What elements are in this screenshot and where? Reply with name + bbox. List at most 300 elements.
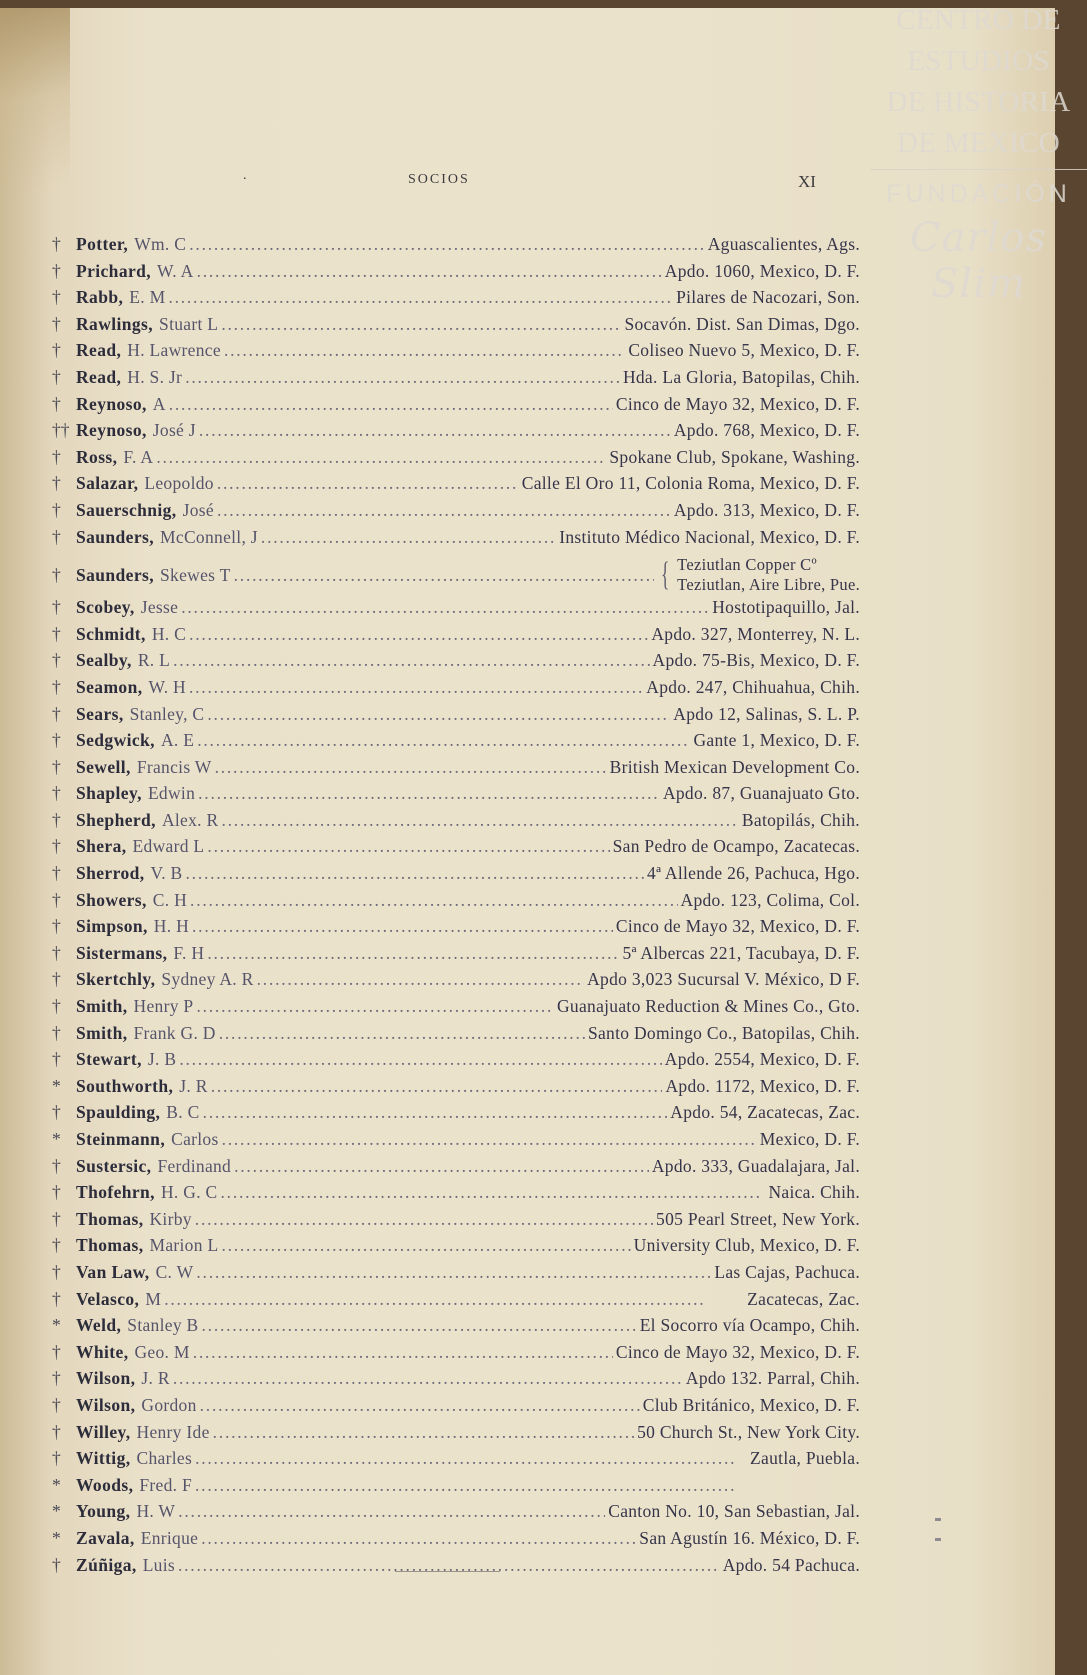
member-entry <box>52 783 860 810</box>
dot-leader <box>196 1262 711 1283</box>
member-address: San Agustín 16. México, D. F. <box>639 1527 860 1548</box>
member-entry <box>52 1395 860 1422</box>
dot-leader <box>198 783 660 804</box>
member-given-name: Stanley B <box>127 1315 199 1336</box>
dot-leader <box>221 1182 766 1203</box>
dot-leader <box>178 1555 720 1576</box>
member-address: Apdo. 75-Bis, Mexico, D. F. <box>652 650 860 671</box>
dot-leader <box>200 1395 640 1416</box>
member-address: Cinco de Mayo 32, Mexico, D. F. <box>615 916 860 937</box>
member-surname: Zavala, <box>76 1527 135 1548</box>
membership-mark: † <box>52 1554 61 1575</box>
member-given-name: Alex. R <box>161 809 219 830</box>
membership-mark: † <box>52 1394 61 1415</box>
member-given-name: José J <box>152 420 196 441</box>
member-address: Apdo. 1172, Mexico, D. F. <box>665 1075 860 1096</box>
dot-leader <box>211 1076 663 1097</box>
member-surname: Sedgwick, <box>76 730 155 751</box>
member-given-name: V. B <box>150 863 183 884</box>
member-address: Apdo. 768, Mexico, D. F. <box>673 420 860 441</box>
membership-mark: † <box>52 473 61 494</box>
member-given-name: J. R <box>179 1075 208 1096</box>
member-surname: Young, <box>76 1501 131 1522</box>
member-entry <box>52 943 860 970</box>
dot-leader <box>173 650 649 671</box>
dot-leader <box>189 677 643 698</box>
member-given-name: Sydney A. R <box>161 969 254 990</box>
member-address: Apdo. 123, Colima, Col. <box>680 889 860 910</box>
member-surname: Sears, <box>76 703 124 724</box>
member-entry <box>52 677 860 704</box>
member-surname: Sealby, <box>76 650 132 671</box>
membership-mark: † <box>52 1049 61 1070</box>
dot-leader <box>186 863 644 884</box>
member-entry <box>52 757 860 784</box>
member-given-name: Marion L <box>149 1235 219 1256</box>
dot-leader <box>199 420 671 441</box>
member-address: Apdo. 2554, Mexico, D. F. <box>664 1049 860 1070</box>
member-given-name: Luis <box>142 1554 175 1575</box>
member-address: Instituto Médico Nacional, Mexico, D. F. <box>559 526 860 547</box>
dot-leader <box>190 890 677 911</box>
member-address <box>657 555 860 595</box>
member-surname: Salazar, <box>76 473 139 494</box>
membership-mark: † <box>52 1288 61 1309</box>
member-address: Apdo. 1060, Mexico, D. F. <box>664 260 860 281</box>
membership-mark: † <box>52 650 61 671</box>
member-given-name: J. R <box>141 1368 170 1389</box>
dot-leader <box>261 527 556 548</box>
member-given-name: Edwin <box>147 783 196 804</box>
membership-mark: † <box>52 1182 61 1203</box>
dot-leader <box>203 1102 668 1123</box>
member-address: Apdo. 54 Pachuca. <box>722 1554 860 1575</box>
member-entry <box>52 1049 860 1076</box>
member-surname: Reynoso, <box>76 420 147 441</box>
membership-mark: † <box>52 756 61 777</box>
member-surname: Thomas, <box>76 1208 144 1229</box>
dot-leader <box>169 394 613 415</box>
dot-leader <box>185 367 620 388</box>
member-entry <box>52 340 860 367</box>
member-entry <box>52 969 860 996</box>
membership-mark: * <box>52 1501 61 1522</box>
address-line: Teziutlan, Aire Libre, Pue. <box>677 575 860 595</box>
member-address: Aguascalientes, Ags. <box>707 234 860 254</box>
member-address: 505 Pearl Street, New York. <box>656 1208 860 1229</box>
member-surname: Willey, <box>76 1421 131 1442</box>
member-entry <box>52 916 860 943</box>
membership-mark: † <box>52 916 61 937</box>
member-address: British Mexican Development Co. <box>609 756 860 777</box>
member-surname: Steinmann, <box>76 1129 166 1149</box>
dot-leader <box>179 1049 661 1070</box>
dot-leader <box>217 500 671 521</box>
member-entry <box>52 1076 860 1103</box>
membership-mark: † <box>52 313 61 334</box>
member-entry <box>52 624 860 651</box>
member-surname: Ross, <box>76 446 118 467</box>
member-surname: Saunders, <box>76 564 155 585</box>
member-entry <box>52 1209 860 1236</box>
dot-leader <box>173 1368 683 1389</box>
member-given-name: McConnell, J <box>160 526 258 547</box>
member-address: 50 Church St., New York City. <box>637 1421 860 1442</box>
member-address: Apdo. 247, Chihuahua, Chih. <box>646 676 860 697</box>
dot-leader <box>222 1129 757 1150</box>
member-address: Socavón. Dist. San Dimas, Dgo. <box>624 313 860 334</box>
member-entry <box>52 1342 860 1369</box>
membership-mark: † <box>52 703 61 724</box>
member-given-name: Frank G. D <box>133 1022 216 1043</box>
member-entry <box>52 1182 860 1209</box>
member-entry <box>52 1315 860 1342</box>
brace-glyph: { <box>660 556 670 594</box>
membership-mark: † <box>52 1368 61 1389</box>
dot-leader <box>215 757 607 778</box>
member-address: University Club, Mexico, D. F. <box>633 1235 860 1256</box>
member-given-name: Wm. C <box>134 234 187 254</box>
membership-mark: * <box>52 1075 61 1096</box>
member-surname: Rawlings, <box>76 313 154 334</box>
membership-mark: † <box>52 863 61 884</box>
member-address: Apdo 12, Salinas, S. L. P. <box>673 703 860 724</box>
dot-leader <box>257 969 584 990</box>
member-entry <box>52 1102 860 1129</box>
member-entry <box>52 597 860 624</box>
member-surname: Sustersic, <box>76 1155 152 1176</box>
membership-mark: † <box>52 1208 61 1229</box>
member-entry <box>52 730 860 757</box>
dot-leader <box>201 1528 636 1549</box>
membership-mark: † <box>52 942 61 963</box>
member-entry <box>52 1262 860 1289</box>
member-given-name: Henry Ide <box>136 1421 210 1442</box>
member-given-name: W. A <box>157 260 194 281</box>
member-entry <box>52 420 860 447</box>
member-surname: Schmidt, <box>76 623 146 644</box>
membership-mark: † <box>52 366 61 387</box>
member-given-name: H. W <box>136 1501 176 1522</box>
dot-leader <box>213 1422 634 1443</box>
member-surname: White, <box>76 1341 129 1362</box>
dot-leader <box>168 287 673 308</box>
watermark-line: DE MEXICO <box>897 127 1060 159</box>
member-address: Guanajuato Reduction & Mines Co., Gto. <box>556 996 860 1017</box>
member-surname: Smith, <box>76 996 128 1017</box>
member-surname: Sistermans, <box>76 942 168 963</box>
watermark-institution <box>870 0 1087 164</box>
member-entry <box>52 810 860 837</box>
member-address: Calle El Oro 11, Colonia Roma, Mexico, D. F. <box>521 473 860 494</box>
member-given-name: Skewes T <box>160 564 231 585</box>
membership-mark: †† <box>52 420 70 441</box>
member-surname: Wittig, <box>76 1448 131 1469</box>
member-given-name: Francis W <box>136 756 212 777</box>
member-address: Spokane Club, Spokane, Washing. <box>609 446 860 467</box>
member-entry <box>52 704 860 731</box>
membership-mark: † <box>52 889 61 910</box>
membership-mark: † <box>52 1022 61 1043</box>
member-surname: Sewell, <box>76 756 131 777</box>
member-entry <box>52 473 860 500</box>
member-entry <box>52 1289 860 1316</box>
member-given-name: Leopoldo <box>144 473 214 494</box>
dot-leader <box>219 1023 585 1044</box>
membership-mark: † <box>52 783 61 804</box>
member-surname: Showers, <box>76 889 147 910</box>
dot-leader <box>202 1315 637 1336</box>
member-address: Cinco de Mayo 32, Mexico, D. F. <box>615 393 860 414</box>
member-surname: Southworth, <box>76 1075 174 1096</box>
membership-mark: † <box>52 393 61 414</box>
membership-mark: † <box>52 260 61 281</box>
member-entry <box>52 996 860 1023</box>
watermark-divider <box>870 169 1087 170</box>
archive-watermark <box>870 0 1087 307</box>
member-address: Cinco de Mayo 32, Mexico, D. F. <box>615 1341 860 1362</box>
membership-mark: † <box>52 676 61 697</box>
membership-mark: † <box>52 1341 61 1362</box>
membership-mark: † <box>52 446 61 467</box>
member-given-name: Gordon <box>141 1394 197 1415</box>
dot-leader <box>192 916 613 937</box>
member-entry <box>52 261 860 288</box>
dot-leader <box>156 447 606 468</box>
dot-leader <box>197 261 662 282</box>
member-surname: Rabb, <box>76 287 124 308</box>
member-given-name: F. H <box>173 942 205 963</box>
member-surname: Smith, <box>76 1022 128 1043</box>
member-entry <box>52 836 860 863</box>
page-number: XI <box>798 172 816 191</box>
member-surname: Woods, <box>76 1474 134 1495</box>
member-address: Las Cajas, Pachuca. <box>714 1261 860 1282</box>
watermark-subtitle: FUNDACIÓN <box>886 180 1071 208</box>
member-entry <box>52 234 860 261</box>
member-surname: Thofehrn, <box>76 1182 155 1203</box>
member-given-name: E. M <box>129 287 166 308</box>
member-address: Hostotipaquillo, Jal. <box>712 597 860 618</box>
member-given-name: W. H <box>148 676 186 697</box>
member-address: Naica. Chih. <box>768 1182 860 1203</box>
membership-mark: * <box>52 1527 61 1548</box>
member-list <box>52 234 860 1581</box>
member-given-name: J. B <box>147 1049 177 1070</box>
dot-leader <box>181 597 709 618</box>
member-entry <box>52 1023 860 1050</box>
member-address: Apdo. 54, Zacatecas, Zac. <box>670 1102 860 1123</box>
dot-leader <box>221 1235 630 1256</box>
membership-mark: † <box>52 730 61 751</box>
member-given-name: Geo. M <box>134 1341 190 1362</box>
dot-leader <box>221 314 621 335</box>
member-given-name: Fred. F <box>139 1474 193 1495</box>
dot-leader <box>178 1501 605 1522</box>
address-line: Teziutlan Copper Cº <box>677 555 817 575</box>
membership-mark: † <box>52 623 61 644</box>
membership-mark: † <box>52 996 61 1017</box>
dot-leader <box>189 234 704 255</box>
member-surname: Prichard, <box>76 260 152 281</box>
member-given-name: F. A <box>123 446 154 467</box>
member-given-name: H. H <box>153 916 190 937</box>
dot-leader <box>224 340 625 361</box>
member-address: Apdo 132. Parral, Chih. <box>685 1368 860 1389</box>
dot-leader <box>217 473 519 494</box>
member-entry <box>52 367 860 394</box>
member-address: 4ª Allende 26, Pachuca, Hgo. <box>647 863 860 884</box>
member-surname: Shapley, <box>76 783 142 804</box>
member-surname: Seamon, <box>76 676 143 697</box>
dot-leader <box>195 1475 857 1496</box>
membership-mark: † <box>52 287 61 308</box>
member-given-name: Stuart L <box>159 313 219 334</box>
member-entry <box>52 890 860 917</box>
watermark-line: DE HISTORIA <box>886 86 1071 118</box>
member-entry <box>52 553 860 597</box>
member-given-name: Charles <box>136 1448 193 1469</box>
member-address: Apdo 3,023 Sucursal V. México, D F. <box>587 969 860 990</box>
member-address: Coliseo Nuevo 5, Mexico, D. F. <box>628 340 860 361</box>
member-address: Pilares de Nacozari, Son. <box>676 287 860 308</box>
dot-leader <box>164 1289 744 1310</box>
member-entry <box>52 1235 860 1262</box>
dot-leader <box>234 565 654 586</box>
member-surname: Reynoso, <box>76 393 147 414</box>
member-address: Canton No. 10, San Sebastian, Jal. <box>608 1501 860 1522</box>
member-entry <box>52 1475 860 1502</box>
member-surname: Shepherd, <box>76 809 156 830</box>
member-surname: Sherrod, <box>76 863 145 884</box>
member-given-name: R. L <box>137 650 171 671</box>
member-entry <box>52 1528 860 1555</box>
membership-mark: † <box>52 1235 61 1256</box>
membership-mark: † <box>52 526 61 547</box>
membership-mark: * <box>52 1474 61 1495</box>
member-entry <box>52 1555 860 1582</box>
member-surname: Read, <box>76 340 122 361</box>
member-surname: Thomas, <box>76 1235 144 1256</box>
member-entry <box>52 394 860 421</box>
member-given-name: H. G. C <box>160 1182 218 1203</box>
member-surname: Van Law, <box>76 1261 150 1282</box>
membership-mark: † <box>52 1421 61 1442</box>
member-surname: Scobey, <box>76 597 135 618</box>
dot-leader <box>189 624 648 645</box>
member-given-name: H. C <box>151 623 187 644</box>
dot-leader <box>234 1156 649 1177</box>
membership-mark: † <box>52 499 61 520</box>
member-entry <box>52 650 860 677</box>
membership-mark: † <box>52 1261 61 1282</box>
margin-speck <box>935 1518 941 1521</box>
dot-leader <box>197 730 690 751</box>
membership-mark: † <box>52 969 61 990</box>
member-address: Mexico, D. F. <box>759 1129 860 1149</box>
section-title: SOCIOS <box>408 172 470 187</box>
member-entry <box>52 527 860 554</box>
member-surname: Velasco, <box>76 1288 140 1309</box>
dot-leader <box>195 1448 747 1469</box>
member-address: Batopilás, Chih. <box>741 809 860 830</box>
member-given-name: Carlos <box>171 1129 219 1149</box>
member-given-name: Jesse <box>140 597 179 618</box>
membership-mark: † <box>52 234 61 254</box>
member-given-name: A. E <box>160 730 195 751</box>
member-address: Apdo. 327, Monterrey, N. L. <box>651 623 860 644</box>
member-given-name: Kirby <box>149 1208 192 1229</box>
member-entry <box>52 314 860 341</box>
member-given-name: A <box>152 393 166 414</box>
margin-speck <box>935 1538 941 1541</box>
member-address: Zacatecas, Zac. <box>747 1288 860 1309</box>
member-given-name: José <box>182 499 214 520</box>
page-header <box>0 168 860 196</box>
member-given-name: Henry P <box>133 996 194 1017</box>
member-surname: Shera, <box>76 836 127 857</box>
member-entry <box>52 447 860 474</box>
member-given-name: Edward L <box>132 836 205 857</box>
member-address: Zautla, Puebla. <box>750 1448 860 1469</box>
watermark-line: ESTUDIOS <box>907 45 1050 77</box>
member-given-name: Enrique <box>140 1527 199 1548</box>
dot-leader <box>222 810 739 831</box>
member-surname: Wilson, <box>76 1394 136 1415</box>
dot-leader <box>196 996 554 1017</box>
member-entry <box>52 1501 860 1528</box>
bottom-rule <box>395 1571 500 1572</box>
member-entry <box>52 1448 860 1475</box>
member-surname: Saunders, <box>76 526 155 547</box>
member-address: Apdo. 333, Guadalajara, Jal. <box>651 1155 860 1176</box>
watermark-signature: Carlos Slim <box>910 215 1047 307</box>
membership-mark: † <box>52 836 61 857</box>
member-address: Gante 1, Mexico, D. F. <box>693 730 860 751</box>
member-address: Santo Domingo Co., Batopilas, Chih. <box>587 1022 860 1043</box>
member-address: San Pedro de Ocampo, Zacatecas. <box>612 836 860 857</box>
member-address: El Socorro vía Ocampo, Chih. <box>639 1315 860 1336</box>
member-address: 5ª Albercas 221, Tacubaya, D. F. <box>622 942 860 963</box>
member-given-name: C. H <box>152 889 188 910</box>
membership-mark: * <box>52 1315 61 1336</box>
member-surname: Skertchly, <box>76 969 156 990</box>
dot-leader <box>193 1342 613 1363</box>
member-given-name: H. S. Jr <box>127 366 183 387</box>
member-surname: Wilson, <box>76 1368 136 1389</box>
member-surname: Spaulding, <box>76 1102 161 1123</box>
member-given-name: Stanley, C <box>129 703 205 724</box>
member-surname: Stewart, <box>76 1049 142 1070</box>
membership-mark: † <box>52 1448 61 1469</box>
member-surname: Zúñiga, <box>76 1554 137 1575</box>
member-entry <box>52 500 860 527</box>
member-entry <box>52 1156 860 1183</box>
membership-mark: * <box>52 1129 61 1149</box>
dot-leader <box>207 704 670 725</box>
member-given-name: C. W <box>155 1261 194 1282</box>
member-entry <box>52 1422 860 1449</box>
member-entry <box>52 863 860 890</box>
member-address: Apdo. 87, Guanajuato Gto. <box>662 783 860 804</box>
member-entry <box>52 1129 860 1156</box>
member-surname: Read, <box>76 366 122 387</box>
member-address: Apdo. 313, Mexico, D. F. <box>673 499 860 520</box>
member-surname: Simpson, <box>76 916 148 937</box>
membership-mark: † <box>52 564 61 585</box>
member-surname: Weld, <box>76 1315 122 1336</box>
member-address: Club Británico, Mexico, D. F. <box>642 1394 860 1415</box>
